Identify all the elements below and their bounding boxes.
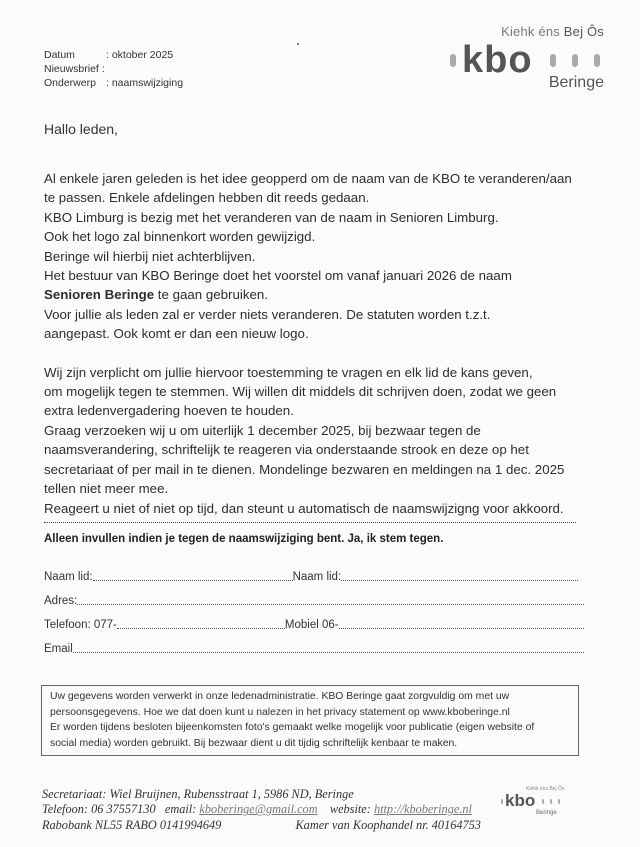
form-heading: Alleen invullen indien je tegen de naamswijziging bent. Ja, ik stem tegen. (44, 533, 444, 545)
kbo-logo (412, 18, 612, 100)
body-line: extra ledenvergadering hoeven te houden. (44, 403, 294, 419)
mobile-label: Mobiel 06- (284, 619, 339, 631)
meta-label: Nieuwsbrief (44, 63, 99, 75)
body-line: secretariaat of per mail in te dienen. Mondelinge bezwaren en meldingen na 1 dec. 2025 (44, 461, 565, 477)
body-line: Beringe wil hierbij niet achterblijven. (44, 248, 256, 264)
footer-kbo-logo (500, 786, 570, 824)
email-row (44, 642, 584, 655)
body-line: Het bestuur van KBO Beringe doet het voorstel om vanaf januari 2026 de naam (44, 268, 512, 284)
mini-logo-tagline: Kiehk éns Bej Ôs (526, 786, 565, 792)
address-label: Adres: (44, 595, 78, 607)
address-row (44, 594, 584, 607)
footer-bank: Rabobank NL55 RABO 0141994649 (42, 817, 222, 832)
meta-row-subject (44, 76, 183, 90)
greeting: Hallo leden, (44, 121, 118, 137)
name-field-1[interactable] (93, 570, 293, 581)
logo-dot (550, 54, 556, 67)
name-fields-row (44, 570, 578, 583)
body-line: Ook het logo zal binnenkort worden gewijzigd. (44, 229, 316, 245)
body-line: Al enkele jaren geleden is het idee geopperd om de naam van de KBO te veranderen/aan (44, 171, 572, 186)
logo-name: kbo (462, 39, 533, 81)
footer-email-label: email: (164, 802, 197, 817)
footer (42, 787, 481, 833)
privacy-line: persoonsgegevens. Hoe we dat doen kunt u nalezen in het privacy statement op www.kboberinge.nl (50, 706, 510, 718)
proposed-name: Senioren Beringe (44, 287, 155, 303)
meta-row-date (44, 48, 183, 62)
footer-kvk: Kamer van Koophandel nr. 40164753 (295, 817, 481, 832)
phone-label: Telefoon: 077- (44, 619, 117, 631)
footer-website-link[interactable]: http://kboberinge.nl (373, 802, 472, 817)
body-line: tellen niet meer mee. (44, 481, 169, 497)
footer-secretariat: Secretariaat: Wiel Bruijnen, Rubensstraat 1, 5986 ND, Beringe (42, 787, 354, 801)
proposal-rest: te gaan gebruiken. (154, 287, 268, 303)
body-line: Reageert u niet of niet op tijd, dan steunt u automatisch de naamswijzigng voor akkoord. (44, 500, 564, 516)
email-label: Email (44, 643, 73, 655)
meta-row-newsletter (44, 62, 183, 76)
mobile-field[interactable] (339, 618, 584, 629)
footer-contact (42, 802, 481, 817)
letter-body (44, 169, 604, 518)
mini-logo-dot (558, 799, 560, 804)
meta-label: Onderwerp (44, 77, 96, 89)
name-field-2[interactable] (341, 570, 578, 581)
logo-place: Beringe (548, 74, 604, 91)
address-field[interactable] (77, 594, 584, 605)
mini-logo-dot (542, 799, 544, 804)
mini-logo-place: Beringe (536, 810, 557, 816)
privacy-line: Uw gegevens worden verwerkt in onze ledenadministratie. KBO Beringe gaat zorgvuldig om met uw (50, 691, 510, 702)
logo-tagline (501, 24, 604, 39)
meta-value: : naamswijziging (106, 77, 184, 89)
body-line: te passen. Enkele afdelingen hebben dit reeds gedaan. (44, 190, 370, 206)
email-field[interactable] (73, 642, 584, 653)
logo-tagline-a: Kiehk éns (501, 24, 564, 39)
name-label-2: Naam lid: (292, 571, 342, 583)
body-line: Graag verzoeken wij u om uiterlijk 1 december 2025, bij bezwaar tegen de (44, 422, 481, 438)
name-label-1: Naam lid: (44, 571, 93, 583)
privacy-line: Er worden tijdens besloten bijeenkomsten foto's gemaakt welke mogelijk voor publicatie (eigen website of (50, 722, 535, 733)
body-line: KBO Limburg is bezig met het veranderen van de naam in Senioren Limburg. (44, 209, 499, 225)
body-line: naamsverandering, schriftelijk te reageren via onderstaande strook en deze op het (44, 442, 529, 458)
phone-row (44, 618, 584, 631)
logo-dot (594, 54, 600, 67)
body-line: om mogelijk tegen te stemmen. Wij willen dit middels dit schrijven doen, zodat we geen (44, 384, 557, 400)
footer-email-link[interactable]: kboberinge@gmail.com (199, 802, 318, 817)
logo-tagline-b: Bej Ôs (563, 24, 604, 39)
letter-meta (44, 48, 183, 90)
footer-phone: Telefoon: 06 37557130 (42, 802, 156, 817)
proposal-line (44, 285, 604, 304)
body-line: Wij zijn verplicht om jullie hiervoor toestemming te vragen en elk lid de kans geven, (44, 364, 533, 380)
body-line: aangepast. Ook komt er dan een nieuw logo. (44, 326, 309, 342)
body-line: Voor jullie als leden zal er verder niets veranderen. De statuten worden t.z.t. (44, 306, 491, 322)
privacy-line: social media) worden gebruikt. Bij bezwaar dient u dit tijdig schriftelijk kenbaar te maken. (50, 737, 458, 749)
meta-value: : oktober 2025 (106, 49, 174, 61)
cut-line (44, 518, 576, 523)
mini-logo-dot (550, 799, 552, 804)
footer-bank-row (42, 818, 481, 833)
meta-value: : (101, 63, 105, 75)
mini-logo-dot (501, 799, 503, 804)
scan-speck (297, 43, 299, 45)
privacy-notice (41, 685, 579, 756)
phone-field[interactable] (117, 618, 285, 629)
footer-website-label: website: (329, 802, 371, 817)
logo-dot (450, 54, 456, 67)
mini-logo-name: kbo (505, 791, 536, 810)
meta-label: Datum (44, 49, 75, 61)
logo-dot (572, 54, 578, 67)
